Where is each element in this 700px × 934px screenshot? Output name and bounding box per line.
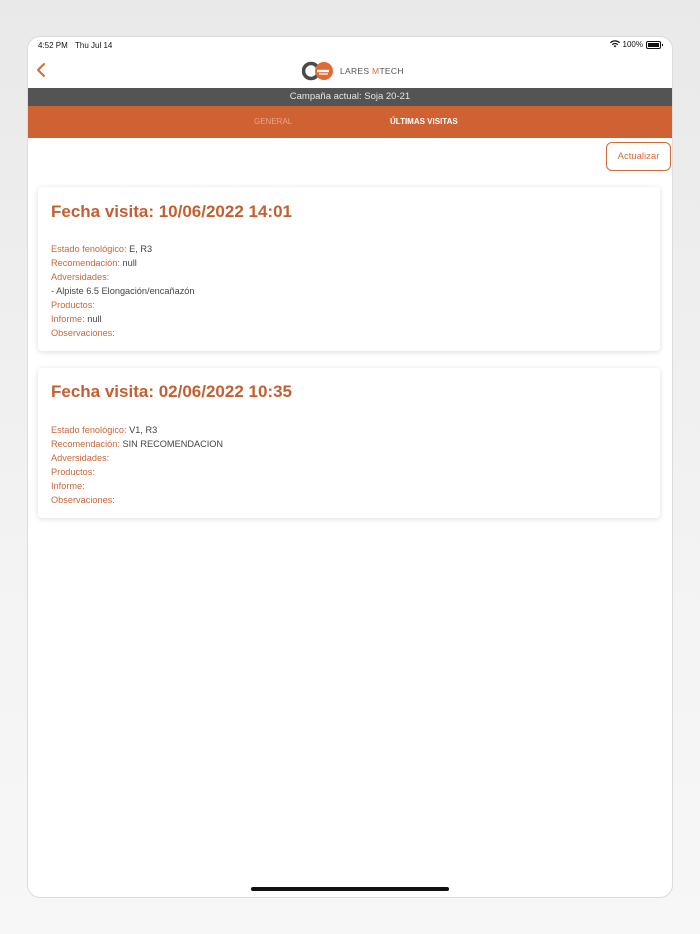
visit-title: Fecha visita: 10/06/2022 14:01: [51, 202, 292, 221]
observaciones-row: Observaciones:: [51, 328, 115, 338]
informe-row: Informe: null: [51, 314, 102, 324]
visit-title: Fecha visita: 02/06/2022 10:35: [51, 382, 292, 401]
adversidades-row: Adversidades:: [51, 453, 110, 463]
tab-ultimas-visitas[interactable]: ÚLTIMAS VISITAS: [390, 117, 458, 126]
wifi-icon: [610, 40, 620, 49]
back-button[interactable]: [32, 60, 52, 80]
estado-fenologico-row: Estado fenológico: V1, R3: [51, 425, 158, 435]
nav-bar: [28, 54, 672, 88]
estado-fenologico-row: Estado fenológico: E, R3: [51, 244, 153, 254]
observaciones-row: Observaciones:: [51, 495, 115, 505]
lares-logo-icon: [302, 61, 334, 81]
status-bar: [28, 37, 672, 53]
brand-logo: [302, 61, 404, 81]
recomendacion-row: Recomendación: null: [51, 258, 137, 268]
tab-general[interactable]: GENERAL: [254, 117, 293, 126]
battery-percent: 100%: [622, 40, 643, 49]
tab-bar: [28, 106, 672, 138]
productos-row: Productos:: [51, 300, 95, 310]
adversidades-row: Adversidades:: [51, 272, 110, 282]
status-date: Thu Jul 14: [75, 41, 113, 50]
brand-name: LARES MTECH: [340, 66, 404, 76]
recomendacion-row: Recomendación: SIN RECOMENDACION: [51, 439, 224, 449]
status-time: 4:52 PM: [38, 41, 68, 50]
home-indicator[interactable]: [251, 887, 449, 891]
status-indicators: [610, 40, 661, 49]
refresh-button[interactable]: Actualizar: [606, 142, 671, 171]
visit-card: [38, 187, 660, 351]
informe-row: Informe:: [51, 481, 85, 491]
battery-icon: [646, 41, 661, 49]
adversidad-item: - Alpiste 6.5 Elongación/encañazón: [51, 286, 195, 296]
chevron-left-icon: [32, 60, 52, 80]
productos-row: Productos:: [51, 467, 95, 477]
campaign-banner: Campaña actual: Soja 20-21: [28, 88, 672, 106]
app-screen: [28, 37, 672, 897]
visit-card: [38, 368, 660, 518]
